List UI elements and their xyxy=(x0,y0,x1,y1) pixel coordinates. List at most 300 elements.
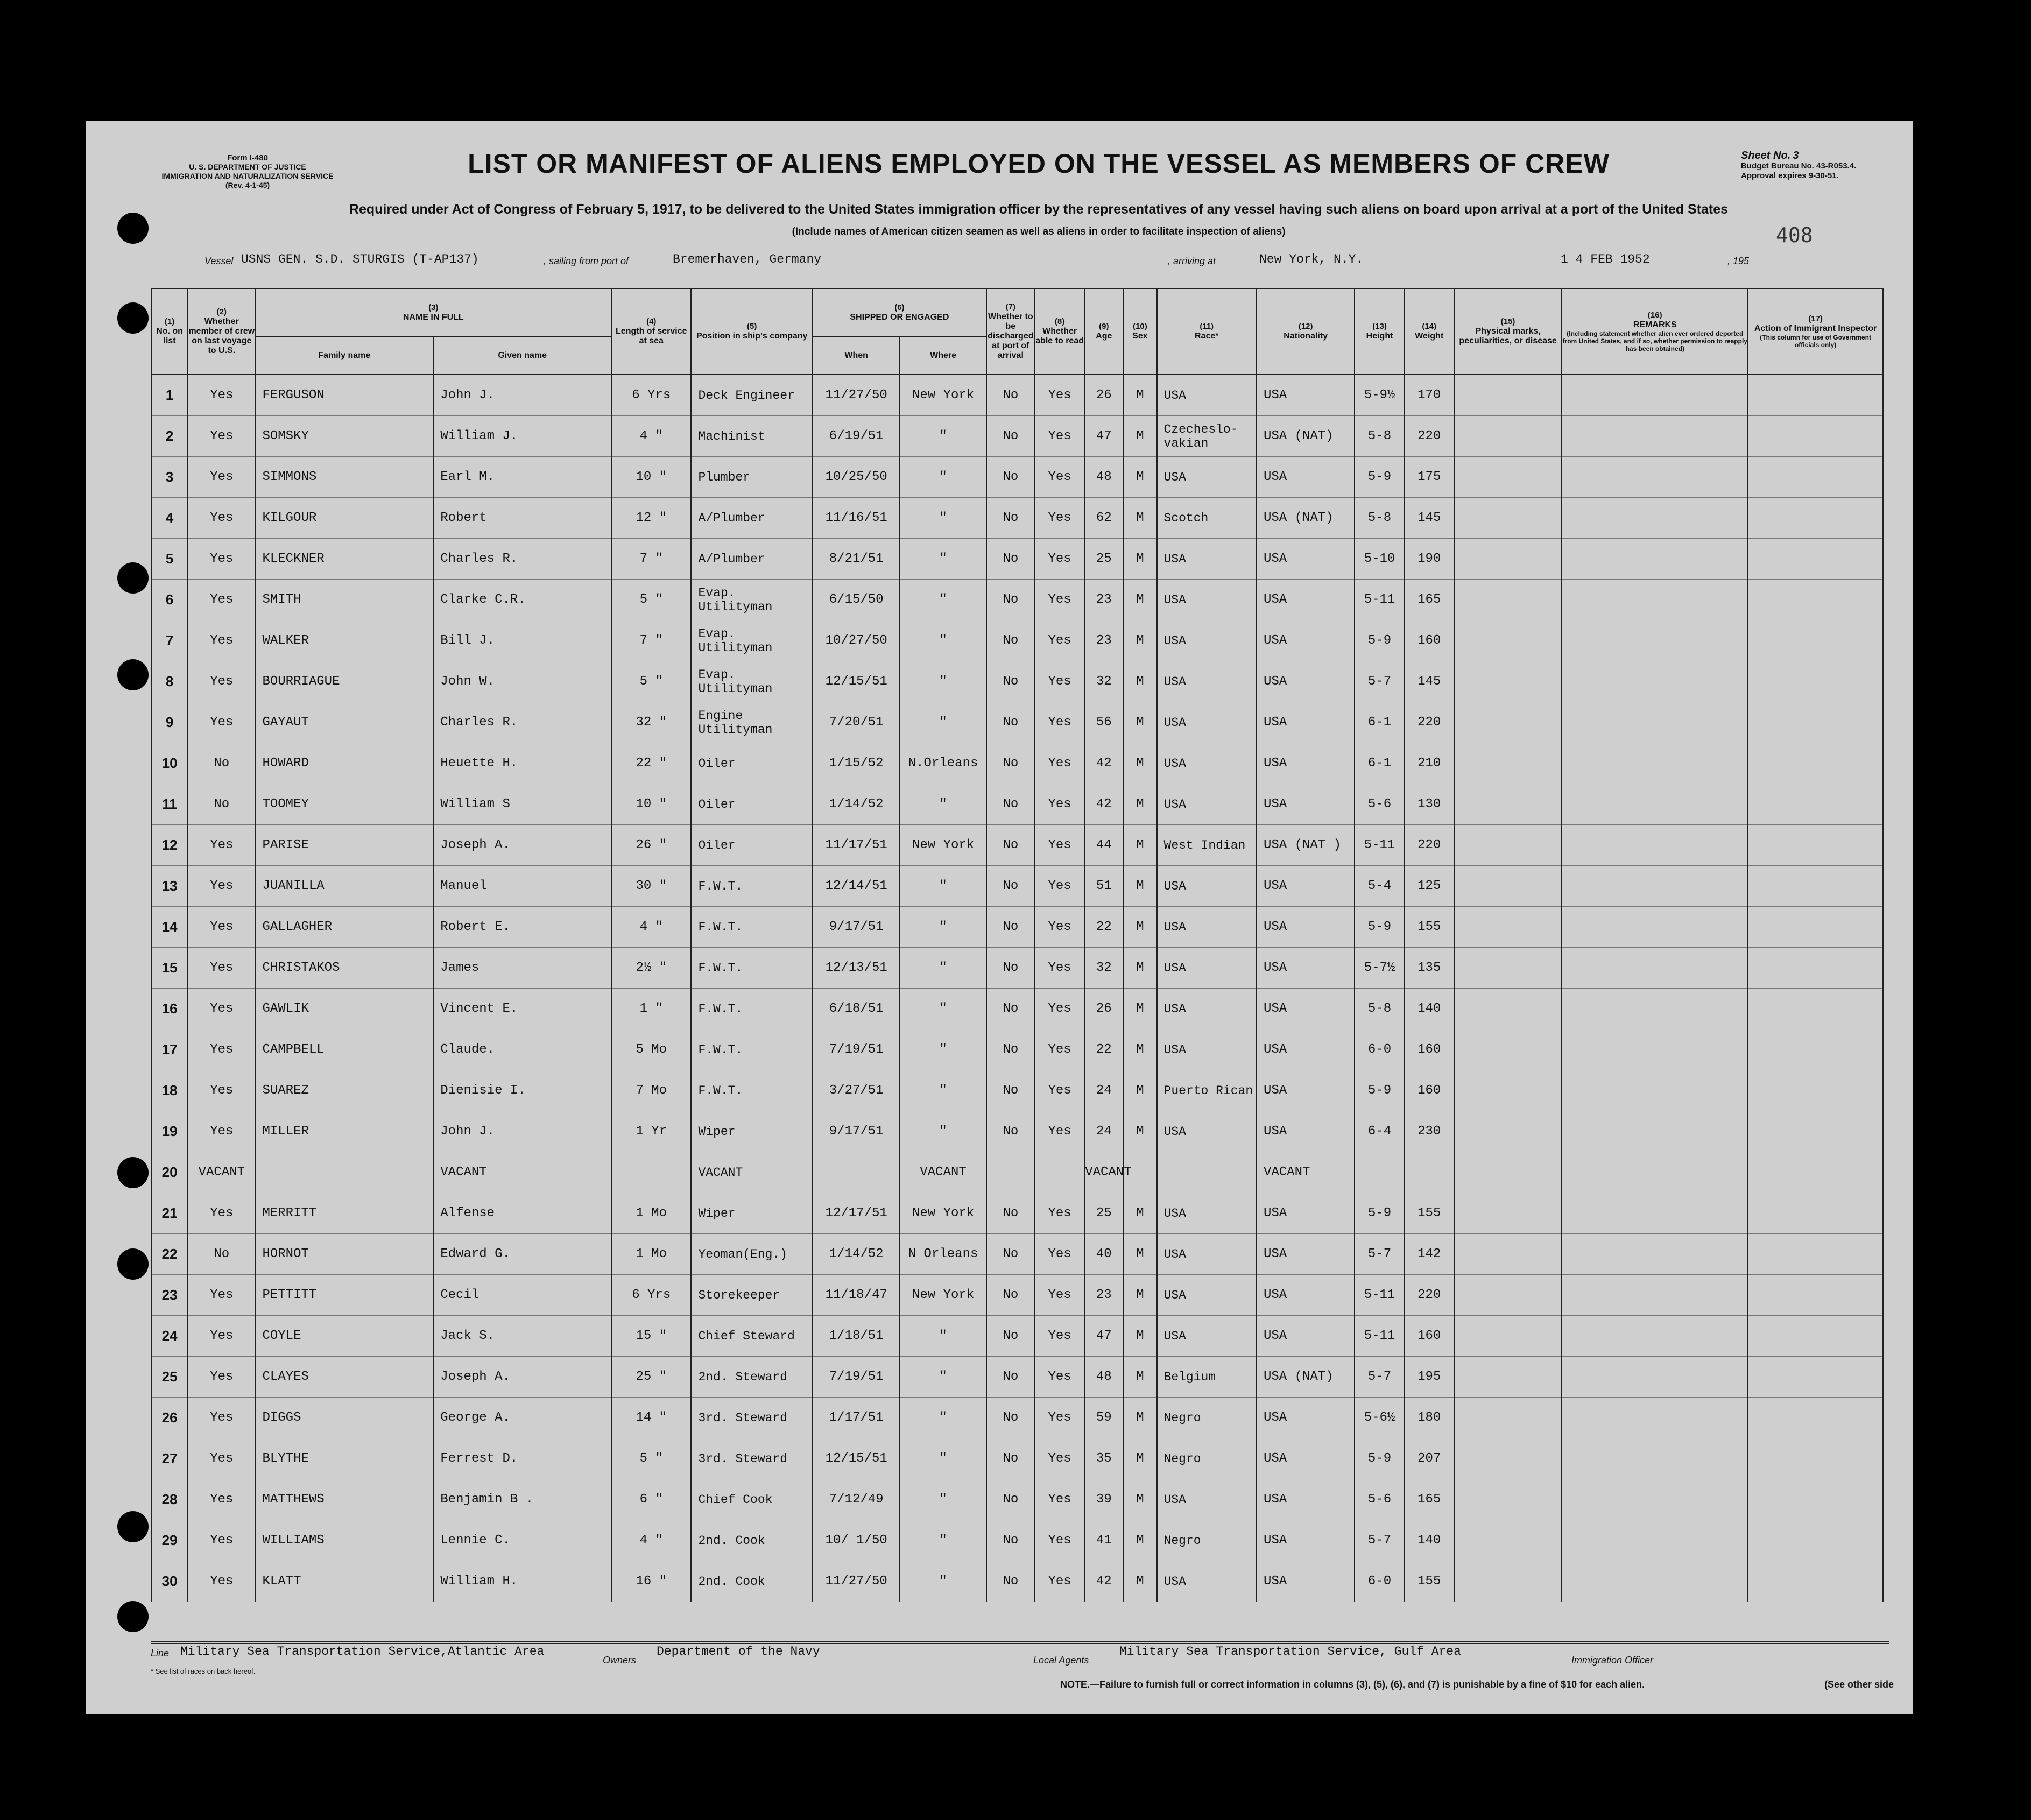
cell-height: 5-7 xyxy=(1355,1357,1404,1398)
cell-given: George A. xyxy=(433,1398,611,1438)
cell-position: Evap. Utilityman xyxy=(691,620,813,661)
cell-weight: 230 xyxy=(1405,1111,1454,1152)
cell-where: " xyxy=(900,1438,986,1479)
col-header-height: (13) Height xyxy=(1355,288,1404,375)
cell-discharged: No xyxy=(986,580,1035,620)
cell-position: Oiler xyxy=(691,825,813,866)
cell-when: 12/17/51 xyxy=(813,1193,900,1234)
cell-action xyxy=(1748,1357,1883,1398)
cell-given: Clarke C.R. xyxy=(433,580,611,620)
see-other-side: (See other side xyxy=(1824,1679,1894,1690)
owners-label: Owners xyxy=(603,1655,637,1666)
cell-member: No xyxy=(188,784,255,825)
cell-no: 6 xyxy=(151,580,188,620)
cell-no: 17 xyxy=(151,1029,188,1070)
cell-when: 6/19/51 xyxy=(813,416,900,457)
cell-height: 5-9 xyxy=(1355,1193,1404,1234)
department: U. S. DEPARTMENT OF JUSTICE xyxy=(189,163,306,171)
cell-where: " xyxy=(900,539,986,580)
cell-age: 23 xyxy=(1084,620,1123,661)
cell-discharged: No xyxy=(986,1029,1035,1070)
sailing-label: , sailing from port of xyxy=(544,256,629,266)
cell-given: William S xyxy=(433,784,611,825)
cell-sex: M xyxy=(1123,1357,1156,1398)
cell-given: Lennie C. xyxy=(433,1520,611,1561)
cell-physical xyxy=(1454,825,1562,866)
cell-position: 2nd. Steward xyxy=(691,1357,813,1398)
cell-read: Yes xyxy=(1035,539,1084,580)
cell-position: Evap. Utilityman xyxy=(691,661,813,702)
cell-physical xyxy=(1454,580,1562,620)
table-row xyxy=(151,907,1883,948)
cell-position: F.W.T. xyxy=(691,989,813,1029)
cell-nationality: USA xyxy=(1257,1070,1355,1111)
cell-where: New York xyxy=(900,375,986,416)
departure-port: Bremerhaven, Germany xyxy=(673,252,822,266)
cell-action xyxy=(1748,1152,1883,1193)
cell-discharged: No xyxy=(986,1193,1035,1234)
cell-when: 12/13/51 xyxy=(813,948,900,989)
cell-member: Yes xyxy=(188,1561,255,1602)
vessel-name: USNS GEN. S.D. STURGIS (T-AP137) xyxy=(241,252,479,266)
cell-remarks xyxy=(1562,1479,1748,1520)
cell-remarks xyxy=(1562,620,1748,661)
cell-no: 30 xyxy=(151,1561,188,1602)
cell-member: No xyxy=(188,1234,255,1275)
cell-height: 5-6 xyxy=(1355,1479,1404,1520)
cell-action xyxy=(1748,539,1883,580)
cell-discharged: No xyxy=(986,989,1035,1029)
cell-service: 1 " xyxy=(611,989,691,1029)
crew-manifest-table xyxy=(151,288,1884,1602)
cell-read: Yes xyxy=(1035,1357,1084,1398)
cell-when xyxy=(813,1152,900,1193)
cell-nationality: USA xyxy=(1257,702,1355,743)
cell-position: 2nd. Cook xyxy=(691,1561,813,1602)
cell-no: 26 xyxy=(151,1398,188,1438)
cell-action xyxy=(1748,1111,1883,1152)
cell-height xyxy=(1355,1152,1404,1193)
cell-no: 15 xyxy=(151,948,188,989)
service-name: IMMIGRATION AND NATURALIZATION SERVICE xyxy=(161,172,334,180)
cell-position: F.W.T. xyxy=(691,866,813,907)
cell-given: VACANT xyxy=(433,1152,611,1193)
cell-when: 1/17/51 xyxy=(813,1398,900,1438)
cell-position: Wiper xyxy=(691,1111,813,1152)
cell-read: Yes xyxy=(1035,580,1084,620)
cell-given: Jack S. xyxy=(433,1316,611,1357)
cell-weight: 175 xyxy=(1405,457,1454,498)
cell-weight: 170 xyxy=(1405,375,1454,416)
cell-action xyxy=(1748,1479,1883,1520)
cell-member: Yes xyxy=(188,620,255,661)
cell-sex: M xyxy=(1123,498,1156,539)
col-header-shipped: (6) SHIPPED OR ENGAGED xyxy=(813,288,986,337)
owners-value: Department of the Navy xyxy=(657,1645,820,1659)
cell-height: 5-8 xyxy=(1355,989,1404,1029)
binder-hole xyxy=(117,213,149,244)
page-stamp: 408 xyxy=(1776,223,1813,247)
cell-action xyxy=(1748,948,1883,989)
cell-when: 8/21/51 xyxy=(813,539,900,580)
cell-position: Engine Utilityman xyxy=(691,702,813,743)
cell-member: Yes xyxy=(188,1111,255,1152)
cell-read: Yes xyxy=(1035,1479,1084,1520)
cell-nationality: USA xyxy=(1257,1561,1355,1602)
cell-given: Benjamin B . xyxy=(433,1479,611,1520)
table-row xyxy=(151,1193,1883,1234)
cell-weight: 160 xyxy=(1405,1070,1454,1111)
cell-given: John W. xyxy=(433,661,611,702)
table-row xyxy=(151,1070,1883,1111)
cell-sex: M xyxy=(1123,1275,1156,1316)
cell-action xyxy=(1748,1234,1883,1275)
cell-age: VACANT xyxy=(1084,1152,1123,1193)
cell-where: " xyxy=(900,1029,986,1070)
cell-sex: M xyxy=(1123,1029,1156,1070)
cell-no: 19 xyxy=(151,1111,188,1152)
cell-age: 32 xyxy=(1084,661,1123,702)
form-revision: (Rev. 4-1-45) xyxy=(225,181,270,189)
cell-nationality: USA xyxy=(1257,375,1355,416)
cell-service: 4 " xyxy=(611,1520,691,1561)
table-row xyxy=(151,784,1883,825)
cell-sex: M xyxy=(1123,948,1156,989)
cell-race: Scotch xyxy=(1157,498,1257,539)
cell-sex: M xyxy=(1123,1193,1156,1234)
cell-position: Storekeeper xyxy=(691,1275,813,1316)
cell-where: " xyxy=(900,702,986,743)
cell-service: 6 Yrs xyxy=(611,375,691,416)
cell-where: " xyxy=(900,1398,986,1438)
col-header-service: (4) Length of service at sea xyxy=(611,288,691,375)
col-header-given: Given name xyxy=(433,337,611,375)
cell-family: KLATT xyxy=(255,1561,433,1602)
cell-physical xyxy=(1454,1029,1562,1070)
binder-hole xyxy=(117,1248,149,1280)
cell-discharged: No xyxy=(986,457,1035,498)
cell-read: Yes xyxy=(1035,825,1084,866)
cell-age: 44 xyxy=(1084,825,1123,866)
cell-discharged: No xyxy=(986,1316,1035,1357)
cell-sex: M xyxy=(1123,375,1156,416)
cell-no: 2 xyxy=(151,416,188,457)
cell-discharged: No xyxy=(986,1438,1035,1479)
cell-action xyxy=(1748,661,1883,702)
cell-read: Yes xyxy=(1035,1111,1084,1152)
cell-action xyxy=(1748,1275,1883,1316)
cell-age: 42 xyxy=(1084,1561,1123,1602)
form-header xyxy=(140,153,355,190)
cell-position: Oiler xyxy=(691,784,813,825)
cell-when: 11/16/51 xyxy=(813,498,900,539)
cell-race: USA xyxy=(1157,1479,1257,1520)
cell-when: 7/19/51 xyxy=(813,1357,900,1398)
cell-service: 1 Yr xyxy=(611,1111,691,1152)
cell-given: John J. xyxy=(433,1111,611,1152)
binder-hole xyxy=(117,562,149,594)
cell-member: Yes xyxy=(188,948,255,989)
cell-when: 1/14/52 xyxy=(813,784,900,825)
cell-given: Edward G. xyxy=(433,1234,611,1275)
cell-nationality: USA xyxy=(1257,743,1355,784)
cell-member: Yes xyxy=(188,498,255,539)
col-header-nationality: (12) Nationality xyxy=(1257,288,1355,375)
cell-action xyxy=(1748,1193,1883,1234)
cell-physical xyxy=(1454,989,1562,1029)
cell-height: 5-6½ xyxy=(1355,1398,1404,1438)
cell-member: Yes xyxy=(188,539,255,580)
cell-given: Claude. xyxy=(433,1029,611,1070)
cell-weight: 155 xyxy=(1405,1193,1454,1234)
col-header-read: (8) Whether able to read xyxy=(1035,288,1084,375)
cell-member: Yes xyxy=(188,1070,255,1111)
cell-action xyxy=(1748,416,1883,457)
cell-service: 5 " xyxy=(611,1438,691,1479)
cell-where: " xyxy=(900,1316,986,1357)
cell-weight: 160 xyxy=(1405,620,1454,661)
table-row xyxy=(151,1275,1883,1316)
sheet-number: 3 xyxy=(1793,150,1799,161)
cell-height: 5-8 xyxy=(1355,498,1404,539)
cell-where: " xyxy=(900,1070,986,1111)
cell-height: 6-4 xyxy=(1355,1111,1404,1152)
table-row xyxy=(151,989,1883,1029)
cell-member: Yes xyxy=(188,1275,255,1316)
col-header-name: (3) NAME IN FULL xyxy=(255,288,611,337)
cell-service: 30 " xyxy=(611,866,691,907)
cell-action xyxy=(1748,580,1883,620)
cell-weight: 135 xyxy=(1405,948,1454,989)
cell-nationality: USA xyxy=(1257,539,1355,580)
cell-member: Yes xyxy=(188,907,255,948)
cell-height: 5-9½ xyxy=(1355,375,1404,416)
cell-discharged: No xyxy=(986,1357,1035,1398)
cell-weight: 220 xyxy=(1405,825,1454,866)
cell-family: HORNOT xyxy=(255,1234,433,1275)
cell-member: Yes xyxy=(188,989,255,1029)
cell-no: 4 xyxy=(151,498,188,539)
cell-given: John J. xyxy=(433,375,611,416)
cell-nationality: USA xyxy=(1257,1193,1355,1234)
cell-height: 5-9 xyxy=(1355,620,1404,661)
cell-given: Earl M. xyxy=(433,457,611,498)
cell-given: Charles R. xyxy=(433,539,611,580)
cell-nationality: USA xyxy=(1257,1479,1355,1520)
cell-read: Yes xyxy=(1035,784,1084,825)
cell-service: 10 " xyxy=(611,784,691,825)
cell-member: Yes xyxy=(188,866,255,907)
cell-age: 51 xyxy=(1084,866,1123,907)
cell-position: Evap. Utilityman xyxy=(691,580,813,620)
cell-family: MERRITT xyxy=(255,1193,433,1234)
cell-read: Yes xyxy=(1035,1070,1084,1111)
cell-service: 22 " xyxy=(611,743,691,784)
cell-read: Yes xyxy=(1035,948,1084,989)
table-row xyxy=(151,580,1883,620)
cell-discharged: No xyxy=(986,498,1035,539)
cell-family: CLAYES xyxy=(255,1357,433,1398)
table-row xyxy=(151,1152,1883,1193)
cell-sex: M xyxy=(1123,1070,1156,1111)
binder-hole xyxy=(117,302,149,334)
cell-position: 3rd. Steward xyxy=(691,1398,813,1438)
cell-member: Yes xyxy=(188,1438,255,1479)
cell-race: West Indian xyxy=(1157,825,1257,866)
cell-discharged: No xyxy=(986,416,1035,457)
cell-physical xyxy=(1454,457,1562,498)
cell-read: Yes xyxy=(1035,1029,1084,1070)
cell-weight: 140 xyxy=(1405,1520,1454,1561)
cell-member: Yes xyxy=(188,1316,255,1357)
cell-member: Yes xyxy=(188,702,255,743)
cell-no: 9 xyxy=(151,702,188,743)
cell-sex: M xyxy=(1123,1111,1156,1152)
table-row xyxy=(151,1234,1883,1275)
cell-physical xyxy=(1454,1234,1562,1275)
cell-remarks xyxy=(1562,661,1748,702)
cell-read: Yes xyxy=(1035,1275,1084,1316)
cell-service: 1 Mo xyxy=(611,1234,691,1275)
cell-member: No xyxy=(188,743,255,784)
col-header-family: Family name xyxy=(255,337,433,375)
cell-discharged: No xyxy=(986,1520,1035,1561)
cell-physical xyxy=(1454,1111,1562,1152)
col-header-member: (2) Whether member of crew on last voyage to U.S. xyxy=(188,288,255,375)
cell-family: WALKER xyxy=(255,620,433,661)
cell-weight: 195 xyxy=(1405,1357,1454,1398)
cell-given: Ferrest D. xyxy=(433,1438,611,1479)
cell-race: USA xyxy=(1157,866,1257,907)
cell-when: 7/20/51 xyxy=(813,702,900,743)
cell-no: 13 xyxy=(151,866,188,907)
cell-weight: 165 xyxy=(1405,1479,1454,1520)
cell-given: Joseph A. xyxy=(433,825,611,866)
cell-age: 39 xyxy=(1084,1479,1123,1520)
cell-position: F.W.T. xyxy=(691,1070,813,1111)
cell-age: 22 xyxy=(1084,907,1123,948)
cell-given: William J. xyxy=(433,416,611,457)
cell-where: VACANT xyxy=(900,1152,986,1193)
cell-remarks xyxy=(1562,1111,1748,1152)
cell-weight: 140 xyxy=(1405,989,1454,1029)
cell-no: 5 xyxy=(151,539,188,580)
cell-race: USA xyxy=(1157,1193,1257,1234)
cell-service: 7 " xyxy=(611,539,691,580)
cell-nationality: USA (NAT) xyxy=(1257,498,1355,539)
cell-remarks xyxy=(1562,948,1748,989)
col-header-remarks: (16) REMARKS (Including statement whether alien ever ordered deported from United States, and if so, whether permission to reapply has been obtained) xyxy=(1562,288,1748,375)
cell-given: Vincent E. xyxy=(433,989,611,1029)
cell-member: Yes xyxy=(188,375,255,416)
cell-weight: 155 xyxy=(1405,1561,1454,1602)
agents-value: Military Sea Transportation Service, Gulf Area xyxy=(1119,1645,1461,1659)
cell-when: 11/18/47 xyxy=(813,1275,900,1316)
cell-when: 12/14/51 xyxy=(813,866,900,907)
cell-age: 24 xyxy=(1084,1111,1123,1152)
cell-race xyxy=(1157,1152,1257,1193)
cell-sex: M xyxy=(1123,661,1156,702)
cell-when: 1/14/52 xyxy=(813,1234,900,1275)
cell-discharged: No xyxy=(986,1234,1035,1275)
cell-member: Yes xyxy=(188,1398,255,1438)
cell-weight: 190 xyxy=(1405,539,1454,580)
cell-service: 25 " xyxy=(611,1357,691,1398)
cell-action xyxy=(1748,498,1883,539)
cell-no: 8 xyxy=(151,661,188,702)
cell-age: 48 xyxy=(1084,1357,1123,1398)
cell-weight: 130 xyxy=(1405,784,1454,825)
cell-physical xyxy=(1454,784,1562,825)
cell-read: Yes xyxy=(1035,866,1084,907)
cell-race: Negro xyxy=(1157,1438,1257,1479)
cell-position: 3rd. Steward xyxy=(691,1438,813,1479)
table-row xyxy=(151,1479,1883,1520)
cell-race: USA xyxy=(1157,1029,1257,1070)
cell-nationality: USA xyxy=(1257,784,1355,825)
cell-race: USA xyxy=(1157,1561,1257,1602)
cell-member: Yes xyxy=(188,416,255,457)
cell-service xyxy=(611,1152,691,1193)
table-row xyxy=(151,1316,1883,1357)
cell-nationality: USA xyxy=(1257,1520,1355,1561)
cell-discharged: No xyxy=(986,661,1035,702)
cell-position: F.W.T. xyxy=(691,1029,813,1070)
cell-read: Yes xyxy=(1035,498,1084,539)
table-row xyxy=(151,1520,1883,1561)
cell-action xyxy=(1748,1561,1883,1602)
cell-height: 5-9 xyxy=(1355,1438,1404,1479)
cell-sex: M xyxy=(1123,866,1156,907)
cell-where: " xyxy=(900,989,986,1029)
cell-where: " xyxy=(900,498,986,539)
cell-family: SMITH xyxy=(255,580,433,620)
binder-hole xyxy=(117,1157,149,1188)
cell-race: USA xyxy=(1157,1111,1257,1152)
cell-discharged: No xyxy=(986,702,1035,743)
cell-physical xyxy=(1454,1357,1562,1398)
cell-where: " xyxy=(900,948,986,989)
cell-age: 41 xyxy=(1084,1520,1123,1561)
cell-nationality: USA xyxy=(1257,1275,1355,1316)
cell-service: 12 " xyxy=(611,498,691,539)
cell-no: 7 xyxy=(151,620,188,661)
line-value: Military Sea Transportation Service,Atlantic Area xyxy=(180,1645,545,1659)
cell-sex: M xyxy=(1123,1479,1156,1520)
cell-remarks xyxy=(1562,1316,1748,1357)
cell-family: JUANILLA xyxy=(255,866,433,907)
cell-age: 26 xyxy=(1084,375,1123,416)
year-label: , 195 xyxy=(1727,256,1750,266)
cell-physical xyxy=(1454,539,1562,580)
cell-where: " xyxy=(900,620,986,661)
cell-given: Cecil xyxy=(433,1275,611,1316)
cell-member: Yes xyxy=(188,1520,255,1561)
cell-sex: M xyxy=(1123,743,1156,784)
cell-physical xyxy=(1454,1193,1562,1234)
form-number: Form I-480 xyxy=(227,153,268,163)
table-row xyxy=(151,1111,1883,1152)
col-header-no: (1) No. on list xyxy=(151,288,188,375)
cell-discharged: No xyxy=(986,907,1035,948)
cell-remarks xyxy=(1562,580,1748,620)
cell-race: USA xyxy=(1157,1275,1257,1316)
cell-given: James xyxy=(433,948,611,989)
cell-family xyxy=(255,1152,433,1193)
cell-discharged: No xyxy=(986,1561,1035,1602)
col-header-discharged: (7) Whether to be discharged at port of arrival xyxy=(986,288,1035,375)
cell-height: 5-8 xyxy=(1355,416,1404,457)
